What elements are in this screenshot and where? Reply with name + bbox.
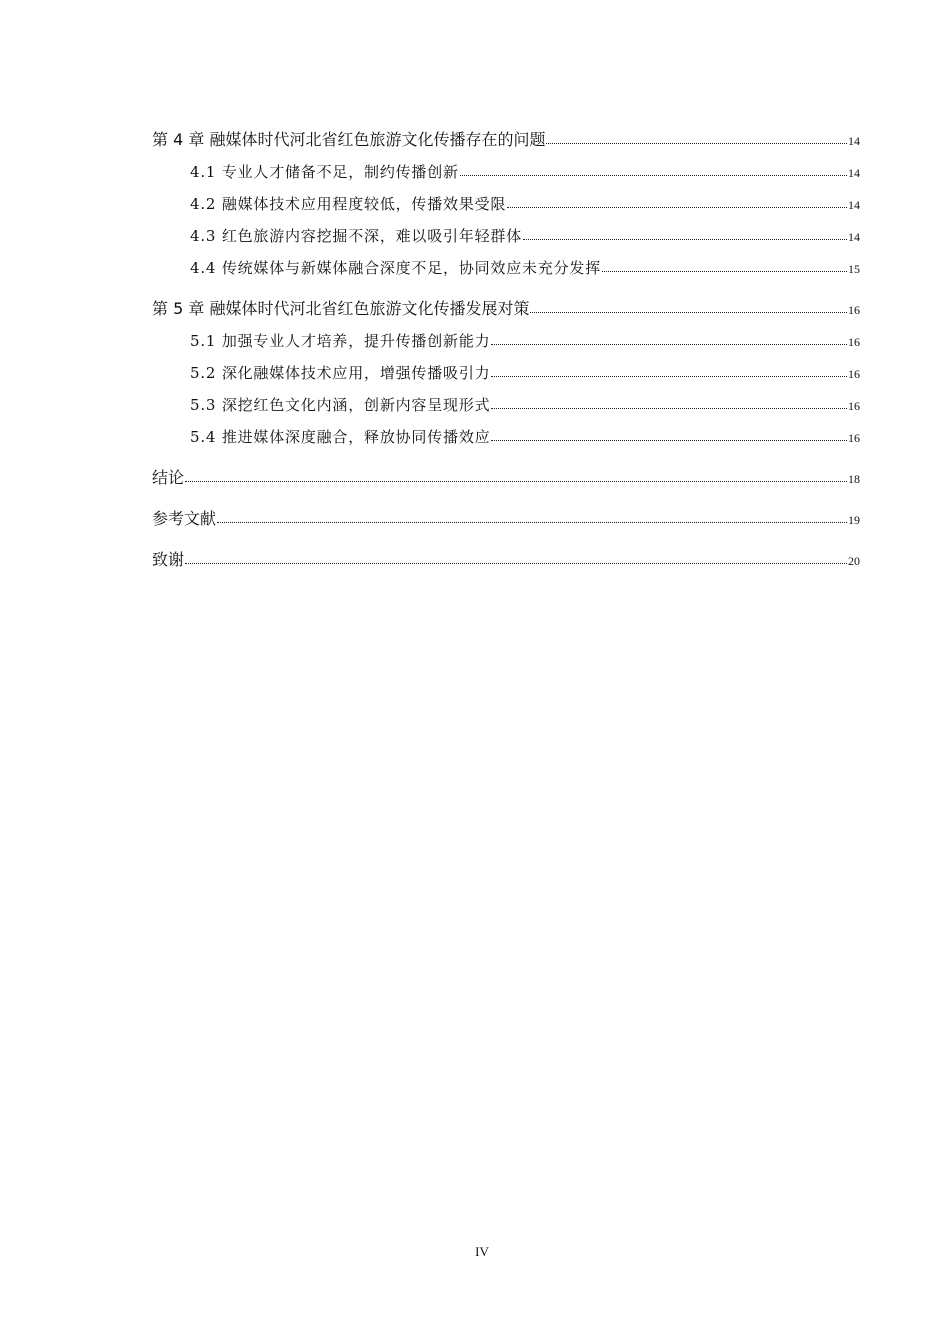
toc-entry-page: 14 (848, 134, 860, 148)
dot-leader (217, 522, 847, 523)
toc-entry-title: 第 4 章 融媒体时代河北省红色旅游文化传播存在的问题 (152, 130, 546, 149)
toc-section-5-1[interactable] (152, 325, 860, 357)
toc-entry-title: 4.3 红色旅游内容挖掘不深，难以吸引年轻群体 (190, 227, 523, 245)
toc-entry-title: 参考文献 (152, 509, 217, 528)
toc-section-5-4[interactable] (152, 421, 860, 453)
toc-chapter-4[interactable] (152, 124, 860, 156)
toc-entry-title: 致谢 (152, 550, 185, 569)
toc-references[interactable] (152, 503, 860, 535)
dot-leader (185, 563, 847, 564)
toc-entry-title: 4.4 传统媒体与新媒体融合深度不足，协同效应未充分发挥 (190, 259, 602, 277)
toc-entry-page: 20 (848, 554, 860, 568)
dot-leader (460, 175, 847, 176)
toc-entry-title: 5.2 深化融媒体技术应用，增强传播吸引力 (190, 364, 491, 382)
toc-entry-title: 4.1 专业人才储备不足，制约传播创新 (190, 163, 459, 181)
toc-section-4-2[interactable] (152, 188, 860, 220)
dot-leader (491, 440, 847, 441)
toc-entry-page: 16 (848, 335, 860, 349)
toc-section-5-3[interactable] (152, 389, 860, 421)
toc-entry-title: 5.4 推进媒体深度融合，释放协同传播效应 (190, 428, 491, 446)
dot-leader (491, 376, 847, 377)
dot-leader (546, 143, 847, 144)
toc-entry-title: 5.1 加强专业人才培养，提升传播创新能力 (190, 332, 491, 350)
toc-entry-title: 5.3 深挖红色文化内涵，创新内容呈现形式 (190, 396, 491, 414)
dot-leader (523, 239, 847, 240)
toc-section-4-3[interactable] (152, 220, 860, 252)
toc-entry-page: 19 (848, 513, 860, 527)
toc-entry-page: 18 (848, 472, 860, 486)
dot-leader (602, 271, 847, 272)
dot-leader (530, 312, 847, 313)
page-number-footer: IV (475, 1244, 489, 1259)
toc-entry-page: 16 (848, 303, 860, 317)
toc-section-5-2[interactable] (152, 357, 860, 389)
dot-leader (491, 344, 847, 345)
table-of-contents (152, 124, 860, 576)
toc-conclusion[interactable] (152, 462, 860, 494)
toc-entry-title: 第 5 章 融媒体时代河北省红色旅游文化传播发展对策 (152, 299, 530, 318)
dot-leader (491, 408, 847, 409)
toc-entry-title: 结论 (152, 468, 185, 487)
dot-leader (507, 207, 847, 208)
toc-section-4-1[interactable] (152, 156, 860, 188)
toc-entry-page: 14 (848, 198, 860, 212)
toc-section-4-4[interactable] (152, 252, 860, 284)
toc-entry-page: 16 (848, 399, 860, 413)
toc-entry-page: 16 (848, 367, 860, 381)
toc-entry-page: 14 (848, 166, 860, 180)
dot-leader (185, 481, 847, 482)
toc-entry-page: 15 (848, 262, 860, 276)
toc-entry-page: 14 (848, 230, 860, 244)
toc-acknowledgements[interactable] (152, 544, 860, 576)
toc-entry-title: 4.2 融媒体技术应用程度较低，传播效果受限 (190, 195, 507, 213)
toc-chapter-5[interactable] (152, 293, 860, 325)
toc-entry-page: 16 (848, 431, 860, 445)
